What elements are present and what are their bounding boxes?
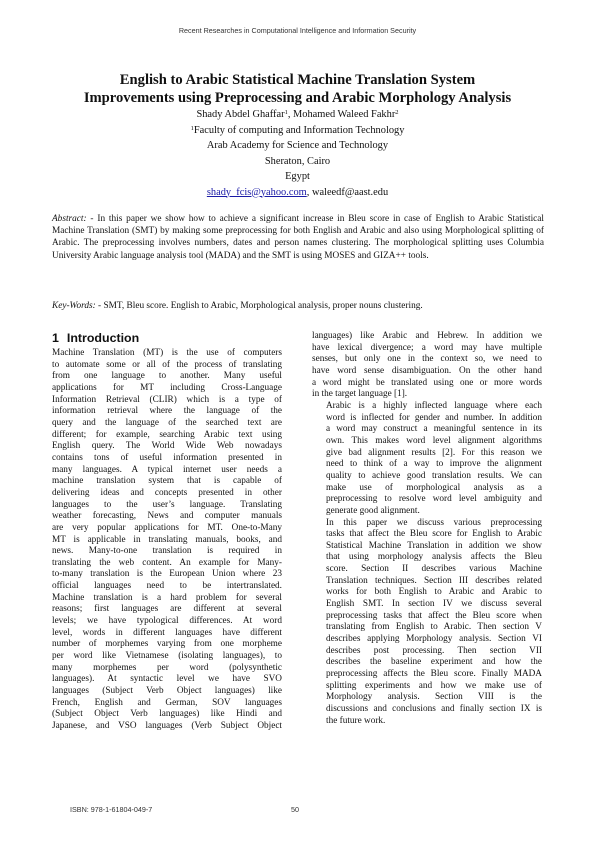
text-line: preprocessing affects the Bleu score. Finally MADA — [326, 669, 542, 680]
title-line-1: English to Arabic Statistical Machine Translation System — [119, 72, 476, 88]
section-number: 1 — [52, 331, 59, 345]
text-line: score. Section II describes various Machine — [326, 564, 542, 575]
text-line: describes the baseline experiment and how the — [326, 657, 542, 668]
author-2: Mohamed Waleed Fakhr — [293, 109, 396, 120]
text-line: are very popular applications for MT. One-to-Many — [52, 522, 282, 533]
author-separator: , — [287, 109, 294, 120]
text-line: to automate some or all of the process of translating — [52, 359, 282, 370]
text-line: reasons; first languages are different at several — [52, 604, 282, 615]
text-line: machine translation system that is capable of — [52, 476, 282, 487]
text-line: Arabic is a highly inflected language where each — [326, 400, 542, 411]
affiliation-line-2: Arab Academy for Science and Technology — [206, 140, 389, 151]
text-line: tasks that affect the Bleu score for English to Arabic — [326, 529, 542, 540]
affiliation-faculty: Faculty of computing and Information Technology — [193, 124, 405, 136]
text-line: describes post processing. Then section VII — [326, 645, 542, 656]
text-line: Japanese, and VSO languages (Verb Subject Object — [52, 721, 282, 731]
text-line: English query. The World Wide Web nowadays — [52, 441, 282, 452]
text-line: different; for example, searching Arabic text using — [52, 429, 282, 440]
affiliation-line-3: Sheraton, Cairo — [264, 155, 331, 167]
text-line: Translation techniques. Section III describes related — [326, 575, 542, 586]
text-line: information retrieval where the language of the — [52, 406, 282, 417]
text-line: word is inflected for gender and number. In addition — [326, 412, 542, 423]
footer-isbn: ISBN: 978-1-61804-049-7 — [70, 805, 153, 814]
author-1: Shady Abdel Ghaffar — [196, 109, 285, 120]
text-line: applications for MT including Cross-Language — [52, 382, 282, 393]
text-line: a word may construct a meaningful sentence in its — [326, 424, 542, 435]
text-line: senses, but only one in the context so, we need to — [312, 354, 542, 365]
section-heading-introduction — [52, 331, 139, 345]
right-paragraph-3 — [312, 518, 542, 728]
text-line: in the target language [1]. — [312, 389, 408, 400]
text-line: official languages need to be intertranslated. — [52, 581, 282, 592]
affiliation-line-4: Egypt — [285, 171, 310, 182]
paper-title — [40, 71, 555, 107]
right-column — [312, 331, 542, 727]
text-line: generate good alignment. — [326, 505, 420, 516]
text-line: preprocessing tasks that affect the Bleu score when — [326, 610, 542, 621]
text-line: English SMT. In section IV we discuss several — [326, 599, 542, 610]
text-line: quality to achieve good translation results. We can — [326, 470, 542, 481]
text-line: French, English and German, SOV languages — [52, 697, 282, 708]
text-line: make use of morphological analysis as a — [326, 482, 542, 493]
text-line: number of morphemes varying from one morpheme — [52, 639, 282, 650]
text-line: Morphology analysis. Section VIII is the — [326, 692, 542, 703]
title-line-2: Improvements using Preprocessing and Arabic Morphology Analysis — [83, 90, 512, 106]
text-line: preprocessing to resolve word level ambiguity and — [326, 494, 542, 505]
text-line: splitting experiments and how we make use of — [326, 680, 542, 691]
keywords-text: SMT, Bleu score. English to Arabic, Morphological analysis, proper nouns clustering. — [101, 301, 423, 311]
left-column — [52, 348, 282, 733]
text-line: news. Many-to-one translation is required in — [52, 546, 282, 557]
keywords-label: Key-Words: - — [52, 301, 102, 311]
text-line: need to think of a way to improve the alignment — [326, 459, 542, 470]
author-2-sup: 2 — [395, 109, 399, 116]
text-line: languages). At syntactic level we have SVO — [52, 674, 282, 685]
text-line: query and the language of the searched text are — [52, 417, 282, 428]
text-line: languages to the user’s language. Translating — [52, 499, 282, 510]
right-paragraph-1 — [312, 331, 542, 401]
email-link-1[interactable]: shady_fcis@yahoo.com — [206, 186, 307, 198]
text-line: describes applying Morphology analysis. Section VI — [326, 634, 542, 645]
text-line: languages) like Arabic and Hebrew. In addition we — [312, 331, 542, 341]
abstract — [52, 213, 544, 262]
email-separator: , — [306, 186, 312, 198]
text-line: Machine Translation (MT) is the use of computers — [52, 348, 282, 358]
text-line: Statistical Machine Translation in addition we show — [326, 540, 542, 551]
text-line: Machine translation is a hard problem for several — [52, 592, 282, 603]
abstract-text: In this paper we show how to achieve a significant increase in Bleu score in case of English to Arabic Statistical Machine Translation (SMT) by making some preprocessing for both English and Arabic and also using Morphological splitting of Arabic. The preprocessing involves numbers, dates and person names clustering. The morphological splitting uses Columbia University Arabic language analysis tool (MADA) and the SMT is using MOSES and GIZA++ tools. — [52, 214, 544, 261]
keywords — [52, 300, 552, 312]
footer-page-number: 50 — [291, 805, 299, 814]
text-line: translating the web content. An example for Many- — [52, 557, 282, 568]
text-line: have lexical divergence; a word may have multiple — [312, 342, 542, 353]
text-line: levels; we have typological differences. At word — [52, 616, 282, 627]
text-line: weather forecasting, News and computer manuals — [52, 511, 282, 522]
text-line: MT is applicable in translating manuals, books, and — [52, 534, 282, 545]
text-line: (Subject Object Verb languages) like Hindi and — [52, 709, 282, 720]
text-line: contains tons of useful information presented in — [52, 452, 282, 463]
abstract-label: Abstract: - — [52, 214, 94, 224]
email-2: waleedf@aast.edu — [311, 186, 389, 198]
text-line: works for both English to Arabic and Arabic to — [326, 587, 542, 598]
text-line: give bad alignment results [2]. For this reason we — [326, 447, 542, 458]
text-line: many morphemes per word (polysynthetic — [52, 662, 282, 673]
email-line — [40, 185, 555, 201]
running-header: Recent Researches in Computational Intelligence and Information Security — [178, 26, 417, 35]
text-line: per word like Vietnamese (isolating languages), to — [52, 651, 282, 662]
text-line: from one language to another. Many useful — [52, 371, 282, 382]
affiliation-line-1 — [40, 123, 555, 139]
section-title: Introduction — [66, 331, 140, 345]
text-line: have word sense disambiguation. On the other hand — [312, 365, 542, 376]
text-line: to-many translation is the European Union where 23 — [52, 569, 282, 580]
text-line: level, words in different languages have different — [52, 627, 282, 638]
text-line: the future work. — [326, 715, 386, 726]
text-line: own. This makes word level alignment algorithms — [326, 435, 542, 446]
affiliation-sup: 1 — [190, 124, 194, 132]
text-line: that using morphology analysis affects the Bleu — [326, 552, 542, 563]
text-line: a word might be translated using one or more words — [312, 377, 542, 388]
author-line — [40, 107, 555, 123]
author-block — [40, 107, 555, 200]
text-line: In this paper we discuss various preprocessing — [326, 517, 542, 528]
text-line: Information Retrieval (CLIR) which is a type of — [52, 394, 282, 405]
right-paragraph-2 — [312, 401, 542, 518]
text-line: delivering ideas and concepts presented in other — [52, 487, 282, 498]
author-1-sup: 1 — [284, 109, 288, 116]
text-line: languages (Subject Verb Object languages) like — [52, 686, 282, 697]
text-line: discussions and conclusions and finally section IX is — [326, 704, 542, 714]
text-line: translating from English to Arabic. Then section V — [326, 622, 542, 633]
text-line: many languages. A typical internet user needs a — [52, 464, 282, 475]
